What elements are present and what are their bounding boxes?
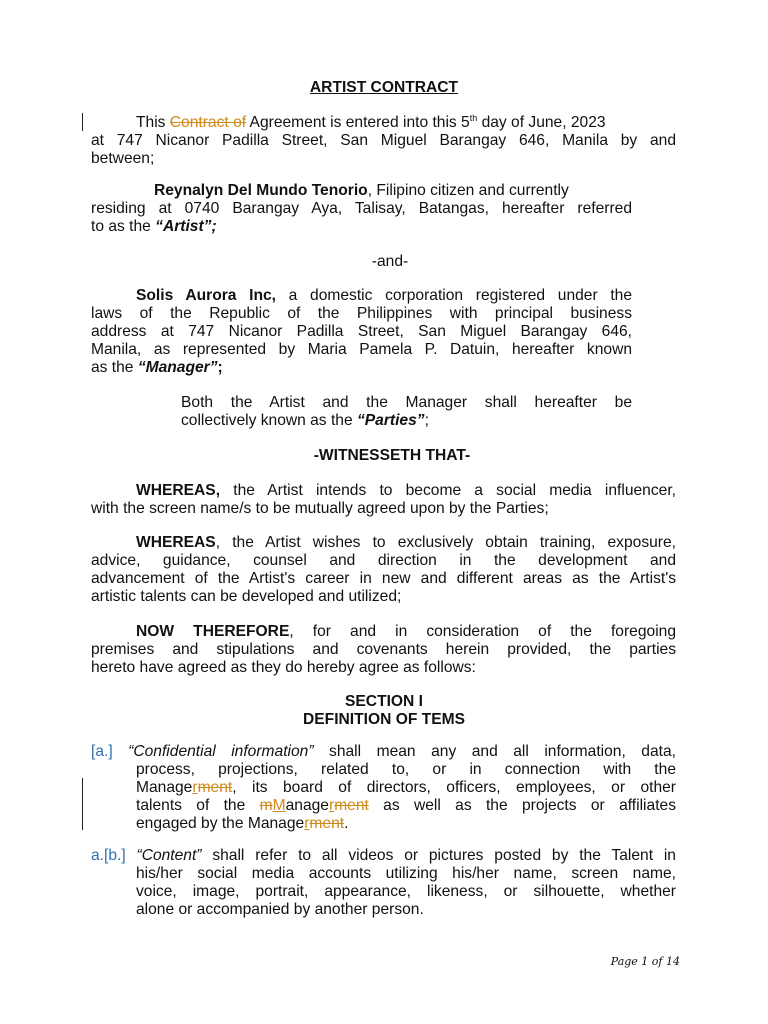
now-therefore-line-3: hereto have agreed as they do hereby agree as follows: xyxy=(91,659,476,676)
definition-a-line-1: [a.] “Confidential information” shall mean any and all information, data, xyxy=(91,743,676,760)
whereas2-line-4: artistic talents can be developed and utilized; xyxy=(91,588,402,605)
whereas2-line-2: advice, guidance, counsel and direction in the development and xyxy=(91,552,676,569)
artist-line-2: residing at 0740 Barangay Aya, Talisay, Batangas, hereafter referred xyxy=(91,200,632,217)
section-subheading: DEFINITION OF TEMS xyxy=(303,711,465,728)
revision-change-bar xyxy=(82,778,83,830)
manager-line-5: as the “Manager”; xyxy=(91,359,223,376)
witnesseth-heading: -WITNESSETH THAT- xyxy=(313,447,471,464)
page-number: Page 1 of 14 xyxy=(610,955,680,968)
manager-line-4: Manila, as represented by Maria Pamela P. Datuin, hereafter known xyxy=(91,341,632,358)
intro-line-3: between; xyxy=(91,150,155,167)
manager-name: Solis Aurora Inc, xyxy=(136,287,277,304)
definition-b-line-2: his/her social media accounts utilizing his/her name, screen name, xyxy=(136,865,676,882)
section-heading: SECTION I xyxy=(345,693,423,710)
artist-name: Reynalyn Del Mundo Tenorio xyxy=(154,182,368,199)
whereas1-line-1: WHEREAS, the Artist intends to become a social media influencer, xyxy=(136,482,676,499)
parties-defined-term: “Parties” xyxy=(356,412,425,429)
content-term: “Content” xyxy=(136,847,202,864)
definition-a-label: [a.] xyxy=(91,743,113,760)
deleted-text: Contract of xyxy=(169,114,247,131)
intro-line-2: at 747 Nicanor Padilla Street, San Miguel Barangay 646, Manila by and xyxy=(91,132,676,149)
whereas1-line-2: with the screen name/s to be mutually agreed upon by the Parties; xyxy=(91,500,549,517)
now-therefore-line-1: NOW THEREFORE, for and in consideration of the foregoing xyxy=(136,623,677,640)
artist-defined-term: “Artist”; xyxy=(155,218,217,235)
revision-change-bar xyxy=(82,113,83,131)
artist-line-3: to as the “Artist”; xyxy=(91,218,217,235)
artist-line-1: Reynalyn Del Mundo Tenorio, Filipino citizen and currently xyxy=(154,182,569,199)
whereas2-line-3: advancement of the Artist's career in new and different areas as the Artist's xyxy=(91,570,676,587)
now-therefore-line-2: premises and stipulations and covenants herein provided, the parties xyxy=(91,641,676,658)
manager-defined-term: “Manager” xyxy=(137,359,218,376)
parties-line-1: Both the Artist and the Manager shall hereafter be xyxy=(181,394,632,411)
definition-b-line-3: voice, image, portrait, appearance, likeness, or silhouette, whether xyxy=(136,883,676,900)
intro-line-1: This Contract of Agreement is entered into this 5th day of June, 2023 xyxy=(136,112,606,131)
definition-b-label: a.[b.] xyxy=(91,847,126,864)
definition-a-line-5: engaged by the Managerment. xyxy=(136,815,349,832)
definition-a-line-4: talents of the mManagerment as well as the projects or affiliates xyxy=(136,797,677,814)
parties-line-2: collectively known as the “Parties”; xyxy=(181,412,429,429)
confidential-info-term: “Confidential information” xyxy=(128,743,314,760)
and-separator: -and- xyxy=(371,253,409,270)
manager-line-2: laws of the Republic of the Philippines with principal business xyxy=(91,305,632,322)
definition-b-line-1: a.[b.] “Content” shall refer to all videos or pictures posted by the Talent in xyxy=(91,847,676,864)
manager-line-3: address at 747 Nicanor Padilla Street, San Miguel Barangay 646, xyxy=(91,323,632,340)
definition-b-line-4: alone or accompanied by another person. xyxy=(136,901,424,918)
manager-line-1: Solis Aurora Inc, a domestic corporation registered under the xyxy=(136,287,633,304)
definition-a-line-3: Managerment, its board of directors, officers, employees, or other xyxy=(136,779,676,796)
contract-title: ARTIST CONTRACT xyxy=(309,79,459,96)
definition-a-line-2: process, projections, related to, or in connection with the xyxy=(136,761,676,778)
whereas2-line-1: WHEREAS, the Artist wishes to exclusively obtain training, exposure, xyxy=(136,534,676,551)
